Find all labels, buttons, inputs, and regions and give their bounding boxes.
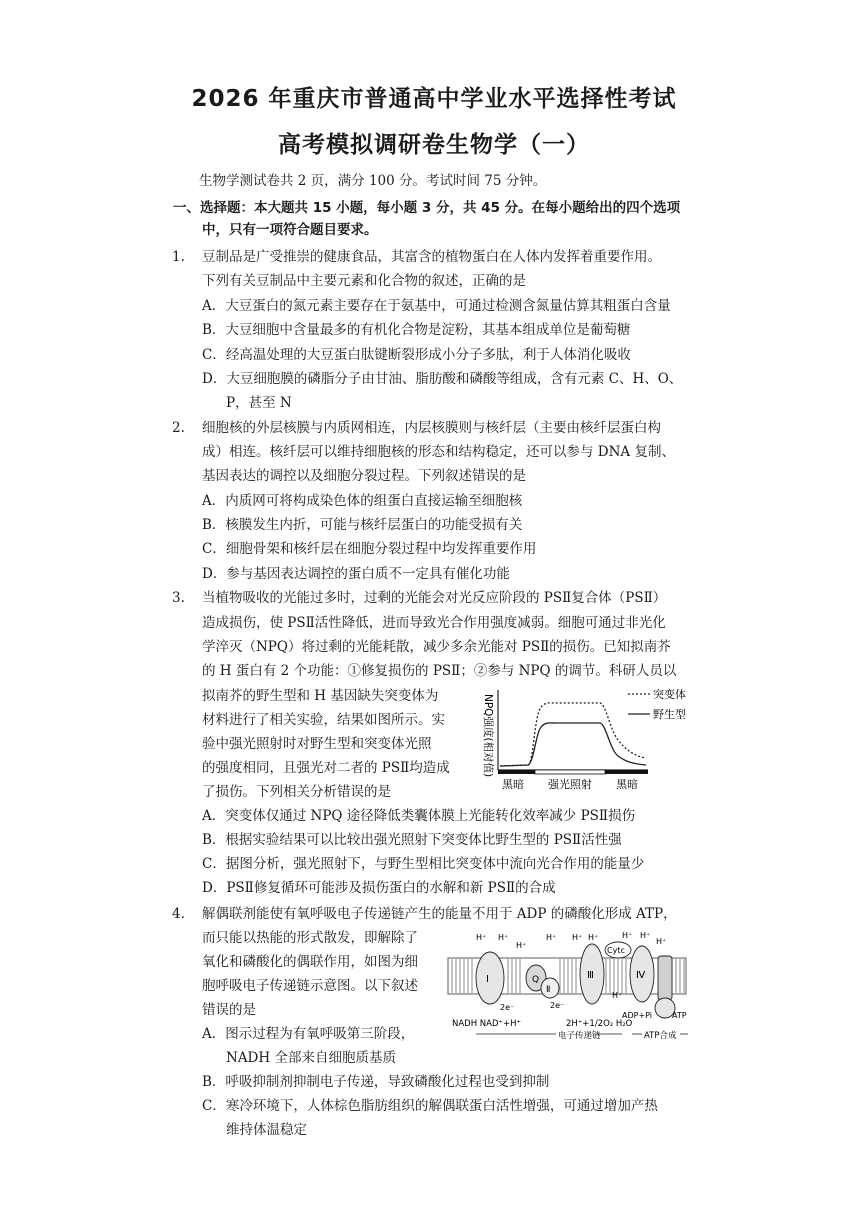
- question-stem: 胞呼吸电子传递链示意图。以下叙述: [202, 978, 418, 994]
- question-stem: 了损伤。下列相关分析错误的是: [202, 784, 391, 800]
- question-number: 4.: [172, 906, 185, 922]
- question-stem: 材料进行了相关实验，结果如图所示。实: [202, 712, 445, 728]
- question-number: 2.: [172, 420, 185, 436]
- exam-subtitle: 高考模拟调研卷生物学（一）: [278, 132, 590, 158]
- mutant-curve: [500, 703, 646, 766]
- option-a: A．大豆蛋白的氮元素主要存在于氨基中，可通过检测含氮量估算其粗蛋白含量: [202, 298, 671, 314]
- electron-label: 2e⁻: [550, 1001, 565, 1010]
- complex-i: [476, 952, 504, 1004]
- option-d-cont: P，甚至 N: [226, 395, 292, 411]
- complex-iv-label: Ⅳ: [636, 970, 646, 981]
- question-stem: 成）相连。核纤层可以维持细胞核的形态和结构稳定，还可以参与 DNA 复制、: [202, 444, 675, 460]
- question-stem: 的 H 蛋白有 2 个功能：①修复损伤的 PSⅡ；②参与 NPQ 的调节。科研人员以: [202, 663, 677, 679]
- option-b: B．大豆细胞中含量最多的有机化合物是淀粉，其基本组成单位是葡萄糖: [202, 322, 631, 338]
- proton-label: H⁺: [546, 933, 557, 942]
- exam-title: 2026 年重庆市普通高中学业水平选择性考试: [191, 86, 677, 112]
- electron-label: 2e⁻: [500, 1003, 515, 1012]
- atp-synthase: [658, 956, 672, 1000]
- water-label: 2H⁺+1/2O₂ H₂O: [566, 1019, 633, 1029]
- option-a: A．突变体仅通过 NPQ 途径降低类囊体膜上光能转化效率减少 PSⅡ损伤: [202, 808, 636, 824]
- question-stem: 拟南芥的野生型和 H 基因缺失突变体为: [202, 688, 439, 704]
- question-stem: 当植物吸收的光能过多时，过剩的光能会对光反应阶段的 PSⅡ复合体（PSⅡ）: [202, 590, 667, 606]
- question-stem: 的强度相同，且强光对二者的 PSⅡ均造成: [202, 760, 450, 776]
- y-axis-label: NPQ强度(相对值): [482, 694, 494, 778]
- dark-phase-bar: [498, 770, 535, 774]
- legend-mutant: 突变体: [653, 688, 686, 701]
- etc-label: 电子传递链: [558, 1031, 601, 1041]
- complex-iii-label: Ⅲ: [587, 970, 594, 981]
- question-stem: 下列有关豆制品中主要元素和化合物的叙述，正确的是: [202, 273, 526, 289]
- complex-ii-label: Ⅱ: [546, 985, 551, 995]
- option-d: D．大豆细胞膜的磷脂分子由甘油、脂肪酸和磷酸等组成，含有元素 C、H、O、: [202, 371, 683, 387]
- option-b: B．呼吸抑制剂抑制电子传递，导致磷酸化过程也受到抑制: [202, 1074, 550, 1090]
- proton-label: H⁺: [656, 937, 667, 946]
- question-stem: 学淬灭（NPQ）将过剩的光能耗散，减少多余光能对 PSⅡ的损伤。已知拟南芥: [202, 639, 671, 655]
- proton-label: H⁺: [588, 933, 599, 942]
- option-d: D．参与基因表达调控的蛋白质不一定具有催化功能: [202, 566, 510, 582]
- proton-label: H⁺: [622, 931, 633, 940]
- phase-label-dark: 黑暗: [502, 778, 524, 791]
- question-stem: 氧化和磷酸化的偶联作用，如图为细: [202, 954, 418, 970]
- question-stem: 基因表达的调控以及细胞分裂过程。下列叙述错误的是: [202, 468, 526, 484]
- q-label: Q: [532, 975, 540, 985]
- option-b: B．核膜发生内折，可能与核纤层蛋白的功能受损有关: [202, 517, 523, 533]
- dark-phase-bar: [605, 770, 648, 774]
- proton-label: H⁺: [498, 933, 509, 942]
- question-stem: 细胞核的外层核膜与内质网相连，内层核膜则与核纤层（主要由核纤层蛋白构: [202, 420, 661, 436]
- option-c: C．经高温处理的大豆蛋白肽键断裂形成小分子多肽，利于人体消化吸收: [202, 347, 631, 363]
- question-stem: 解偶联剂能使有氧呼吸电子传递链产生的能量不用于 ADP 的磷酸化形成 ATP，: [202, 906, 677, 922]
- option-c: C．寒冷环境下，人体棕色脂肪组织的解偶联蛋白活性增强，可通过增加产热: [202, 1098, 658, 1114]
- phase-label-light: 强光照射: [548, 778, 592, 791]
- nadh-label: NADH NAD⁺+H⁺: [452, 1019, 522, 1029]
- option-a: A．图示过程为有氧呼吸第三阶段，: [202, 1026, 415, 1042]
- proton-label: H⁺: [572, 933, 583, 942]
- etc-figure: [446, 928, 690, 1042]
- section-heading: 一、选择题：本大题共 15 小题，每小题 3 分，共 45 分。在每小题给出的四个选项: [173, 200, 681, 216]
- question-stem: 验中强光照射时对野生型和突变体光照: [202, 736, 432, 752]
- question-stem: 造成损伤，使 PSⅡ活性降低，进而导致光合作用强度减弱。细胞可通过非光化: [202, 615, 666, 631]
- exam-intro: 生物学测试卷共 2 页，满分 100 分。考试时间 75 分钟。: [199, 173, 547, 189]
- light-phase-bar: [535, 770, 605, 774]
- npq-figure: [472, 686, 704, 796]
- section-heading-cont: 中，只有一项符合题目要求。: [202, 222, 378, 238]
- proton-label: H⁺: [640, 931, 651, 940]
- atp-label: ATP: [672, 1011, 687, 1020]
- question-stem: 而只能以热能的形式散发，即解除了: [202, 930, 418, 946]
- question-stem: 错误的是: [202, 1002, 256, 1018]
- option-b: B．根据实验结果可以比较出强光照射下突变体比野生型的 PSⅡ活性强: [202, 832, 622, 848]
- question-number: 3.: [172, 590, 185, 606]
- legend-wild: 野生型: [653, 708, 686, 721]
- atp-synthesis-label: ATP合成: [644, 1031, 677, 1041]
- proton-label: H⁺: [476, 933, 487, 942]
- option-c: C．细胞骨架和核纤层在细胞分裂过程中均发挥重要作用: [202, 541, 537, 557]
- wildtype-curve: [500, 723, 646, 766]
- option-c-cont: 维持体温稳定: [226, 1122, 307, 1138]
- option-d: D．PSⅡ修复循环可能涉及损伤蛋白的水解和新 PSⅡ的合成: [202, 880, 556, 896]
- complex-i-label: Ⅰ: [486, 974, 489, 985]
- question-stem: 豆制品是广受推崇的健康食品，其富含的植物蛋白在人体内发挥着重要作用。: [202, 249, 661, 265]
- cytc-label: Cytc: [607, 946, 625, 955]
- proton-label: H⁺: [612, 991, 623, 1000]
- option-c: C．据图分析，强光照射下，与野生型相比突变体中流向光合作用的能量少: [202, 856, 645, 872]
- option-a-cont: NADH 全部来自细胞质基质: [226, 1050, 396, 1066]
- phase-label-dark: 黑暗: [616, 778, 638, 791]
- proton-label: H⁺: [516, 941, 527, 950]
- adp-label: ADP+Pi: [622, 1011, 653, 1020]
- option-a: A．内质网可将构成染色体的组蛋白直接运输至细胞核: [202, 493, 523, 509]
- question-number: 1.: [172, 249, 185, 265]
